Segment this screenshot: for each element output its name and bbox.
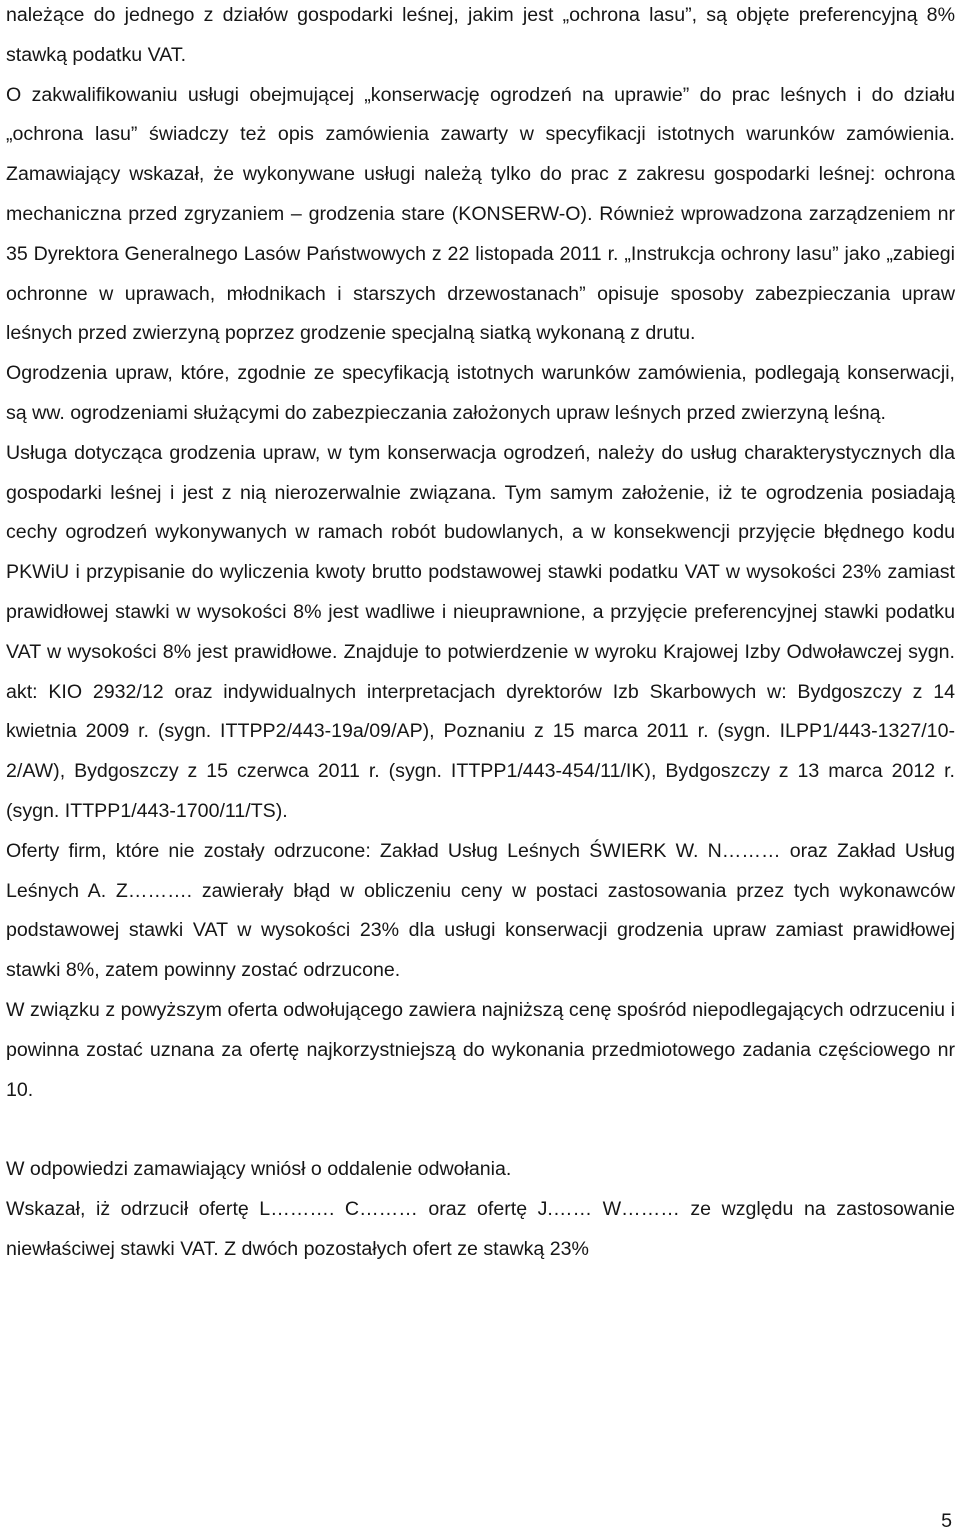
paragraph-4: Usługa dotycząca grodzenia upraw, w tym konserwacja ogrodzeń, należy do usług charakterystycznych dla gospodarki leśnej i jest z nią nierozerwalnie związana. Tym samym założenie, iż te ogrodzenia posiadają cechy ogrodzeń wykonywanych w ramach robót budowlanych, a w konsekwencji przyjęcie błędnego kodu PKWiU i przypisanie do wyliczenia kwoty brutto podstawowej stawki podatku VAT w wysokości 23% zamiast prawidłowej stawki w wysokości 8% jest wadliwe i nieuprawnione, a przyjęcie preferencyjnej stawki podatku VAT w wysokości 8% jest prawidłowe. Znajduje to potwierdzenie w wyroku Krajowej Izby Odwoławczej sygn. akt: KIO 2932/12 oraz indywidualnych interpretacjach dyrektorów Izb Skarbowych w: Bydgoszczy z 14 kwietnia 2009 r. (sygn. ITTPP2/443-19a/09/AP), Poznaniu z 15 marca 2011 r. (sygn. ILPP1/443-1327/10-2/AW), Bydgoszczy z 15 czerwca 2011 r. (sygn. ITTPP1/443-454/11/IK), Bydgoszczy z 13 marca 2012 r. (sygn. ITTPP1/443-1700/11/TS). — [6, 441, 955, 822]
page-number: 5 — [941, 1510, 952, 1532]
paragraph-1: należące do jednego z działów gospodarki leśnej, jakim jest „ochrona lasu”, są objęte preferencyjną 8% stawką podatku VAT. — [6, 4, 955, 66]
paragraph-2: O zakwalifikowaniu usługi obejmującej „konserwację ogrodzeń na uprawie” do prac leśnych i do działu „ochrona lasu” świadczy też opis zamówienia zawarty w specyfikacji istotnych warunków zamówienia. Zamawiający wskazał, że wykonywane usługi należą tylko do prac z zakresu gospodarki leśnej: ochrona mechaniczna przed zgryzaniem – grodzenia stare (KONSERW-O). Również wprowadzona zarządzeniem nr 35 Dyrektora Generalnego Lasów Państwowych z 22 listopada 2011 r. „Instrukcja ochrony lasu” jako „zabiegi ochronne w uprawach, młodnikach i starszych drzewostanach” opisuje sposoby zabezpieczania upraw leśnych przed zwierzyną poprzez grodzenie specjalną siatką wykonaną z drutu. — [6, 83, 955, 345]
body-text — [6, 0, 955, 1270]
paragraph-5: Oferty firm, które nie zostały odrzucone: Zakład Usług Leśnych ŚWIERK W. N……… oraz Zakład Usług Leśnych A. Z………. zawierały błąd w obliczeniu ceny w postaci zastosowania przez tych wykonawców podstawowej stawki VAT w wysokości 23% dla usługi konserwacji grodzenia upraw zamiast prawidłowej stawki 8%, zatem powinny zostać odrzucone. — [6, 839, 955, 982]
paragraph-7: W odpowiedzi zamawiający wniósł o oddalenie odwołania. — [6, 1158, 512, 1181]
paragraph-6: W związku z powyższym oferta odwołującego zawiera najniższą cenę spośród niepodlegających odrzuceniu i powinna zostać uznana za ofertę najkorzystniejszą do wykonania przedmiotowego zadania częściowego nr 10. — [6, 998, 955, 1101]
paragraph-3: Ogrodzenia upraw, które, zgodnie ze specyfikacją istotnych warunków zamówienia, podlegają konserwacji, są ww. ogrodzeniami służącymi do zabezpieczania założonych upraw leśnych przed zwierzyną leśną. — [6, 362, 955, 424]
paragraph-spacer — [6, 1110, 955, 1150]
paragraph-8: Wskazał, iż odrzucił ofertę L………. C……… oraz ofertę J.…… W……… ze względu na zastosowanie niewłaściwej stawki VAT. Z dwóch pozostałych ofert ze stawką 23% — [6, 1197, 955, 1260]
